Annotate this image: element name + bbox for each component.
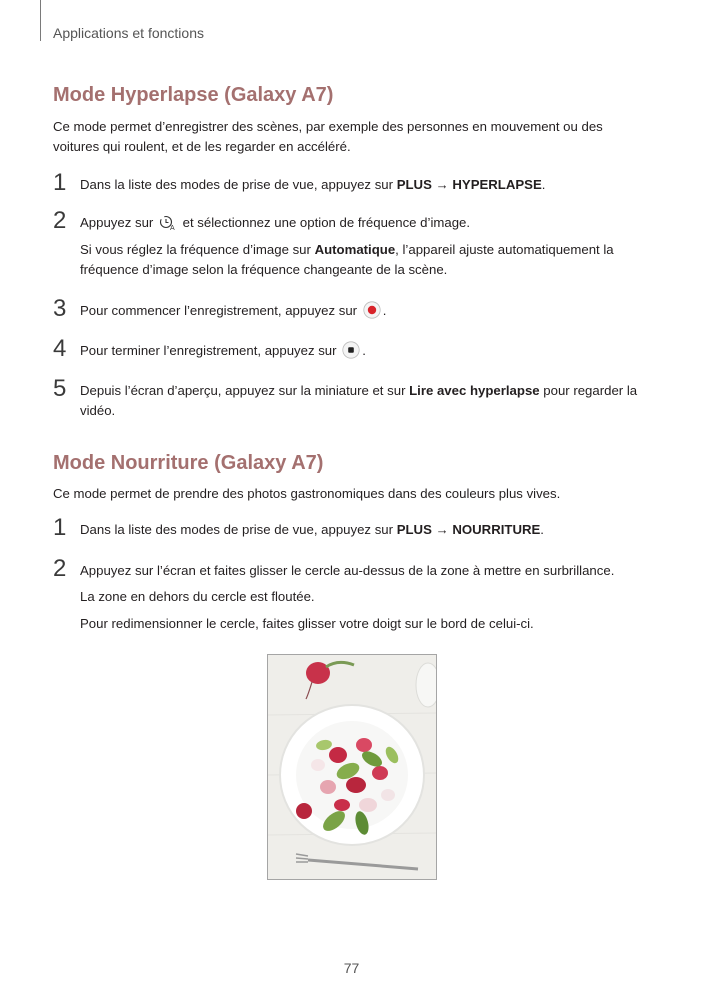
hyperlapse-intro: Ce mode permet d’enregistrer des scènes, par exemple des personnes en mouvement ou des voitures qui roulent, et de les regarder en accéléré. bbox=[53, 119, 603, 154]
step-text: Appuyez sur A et sélectionnez une option de fréquence d’image. bbox=[80, 213, 645, 237]
step-number: 2 bbox=[53, 555, 67, 582]
step-text: Dans la liste des modes de prise de vue, appuyez sur PLUS → HYPERLAPSE. bbox=[80, 177, 546, 192]
step-number: 2 bbox=[53, 207, 67, 234]
record-icon bbox=[363, 301, 381, 325]
step-number: 4 bbox=[53, 335, 67, 362]
step-text: Appuyez sur l’écran et faites glisser le cercle au-dessus de la zone à mettre en surbrillance. bbox=[80, 563, 615, 578]
food-step-2-note-1: La zone en dehors du cercle est floutée. bbox=[80, 589, 315, 604]
step-text: Pour terminer l’enregistrement, appuyez sur . bbox=[80, 341, 645, 365]
step-number: 5 bbox=[53, 375, 67, 402]
step-text: Depuis l’écran d’aperçu, appuyez sur la miniature et sur Lire avec hyperlapse pour regarder la vidéo. bbox=[80, 383, 638, 418]
step-text: Pour commencer l’enregistrement, appuyez sur . bbox=[80, 301, 645, 325]
food-step-2-note-2: Pour redimensionner le cercle, faites glisser votre doigt sur le bord de celui-ci. bbox=[80, 616, 534, 631]
hyperlapse-step-2-note: Si vous réglez la fréquence d’image sur Automatique, l’appareil ajuste automatiquement la fréquence d’image selon la fréquence changeante de la scène. bbox=[80, 242, 614, 277]
food-intro: Ce mode permet de prendre des photos gastronomiques dans des couleurs plus vives. bbox=[53, 486, 561, 501]
food-photo bbox=[267, 654, 437, 880]
stop-icon bbox=[342, 341, 360, 365]
step-text: Dans la liste des modes de prise de vue, appuyez sur PLUS → NOURRITURE. bbox=[80, 522, 544, 537]
step-number: 1 bbox=[53, 514, 67, 541]
section-title-hyperlapse: Mode Hyperlapse (Galaxy A7) bbox=[53, 84, 334, 106]
page-number: 77 bbox=[343, 960, 360, 976]
running-header: Applications et fonctions bbox=[53, 25, 204, 41]
frame-rate-auto-icon bbox=[159, 215, 177, 237]
section-title-food: Mode Nourriture (Galaxy A7) bbox=[53, 452, 324, 474]
step-number: 1 bbox=[53, 169, 67, 196]
margin-rule bbox=[40, 0, 41, 41]
svg-text:A: A bbox=[169, 225, 175, 231]
step-number: 3 bbox=[53, 295, 67, 322]
